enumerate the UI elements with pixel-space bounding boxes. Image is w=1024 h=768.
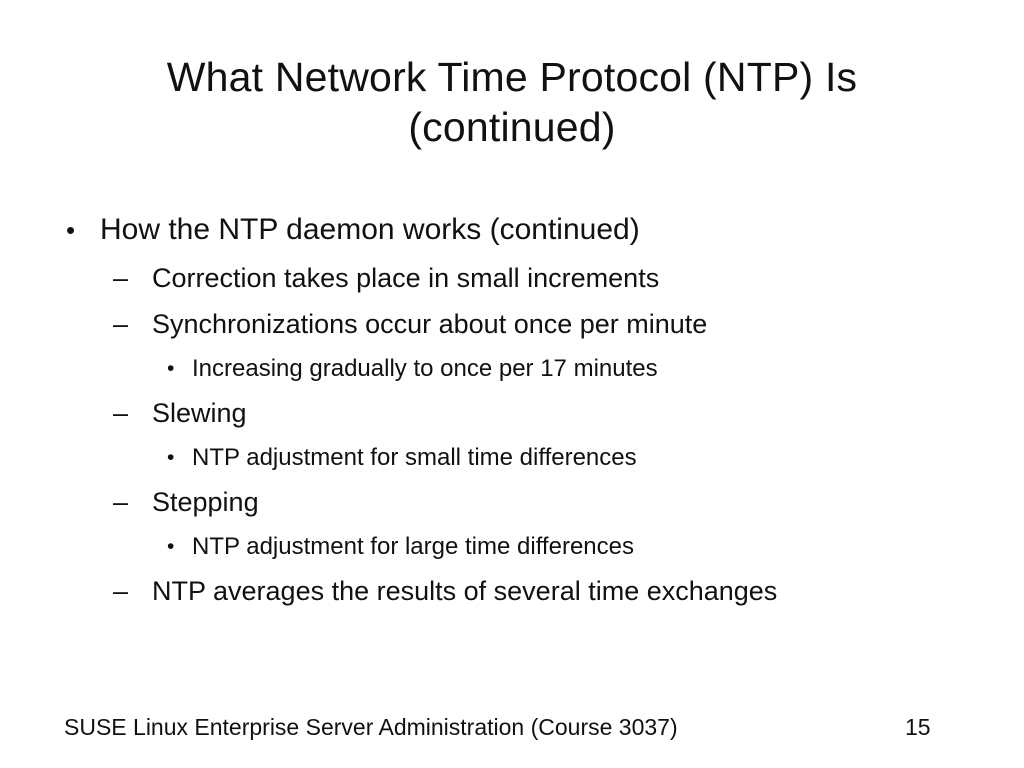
list-item (52, 262, 982, 295)
slide-footer (0, 712, 1024, 752)
list-item (52, 443, 982, 473)
bullet-marker: • (167, 357, 175, 380)
page-title: What Network Time Protocol (NTP) Is (continued) (166, 54, 858, 150)
bullet-marker: • (66, 215, 76, 245)
list-item (52, 308, 982, 341)
course-label: SUSE Linux Enterprise Server Administration (Course 3037) (64, 714, 678, 740)
list-item (52, 532, 982, 562)
list-item-label: Slewing (152, 398, 247, 428)
list-item (52, 575, 982, 608)
dash-marker: – (113, 487, 129, 517)
dash-marker: – (113, 398, 129, 428)
page-number: 15 (905, 714, 931, 740)
dash-marker: – (113, 263, 129, 293)
list-item-label: Synchronizations occur about once per minute (152, 309, 708, 339)
dash-marker: – (113, 576, 129, 606)
list-item-label: Increasing gradually to once per 17 minutes (192, 355, 658, 382)
list-item-label: NTP averages the results of several time exchanges (152, 576, 778, 606)
dash-marker: – (113, 309, 129, 339)
list-item-label: NTP adjustment for large time differences (192, 533, 634, 560)
list-item-label: NTP adjustment for small time differences (192, 444, 637, 471)
slide-body (52, 212, 982, 621)
list-item (52, 397, 982, 430)
bullet-marker: • (167, 446, 175, 469)
bullet-marker: • (167, 535, 175, 558)
list-item-label: Stepping (152, 487, 259, 517)
list-item (52, 354, 982, 384)
list-item-label: How the NTP daemon works (continued) (100, 213, 640, 246)
list-item (52, 486, 982, 519)
list-item (52, 212, 982, 248)
list-item-label: Correction takes place in small increments (152, 263, 660, 293)
